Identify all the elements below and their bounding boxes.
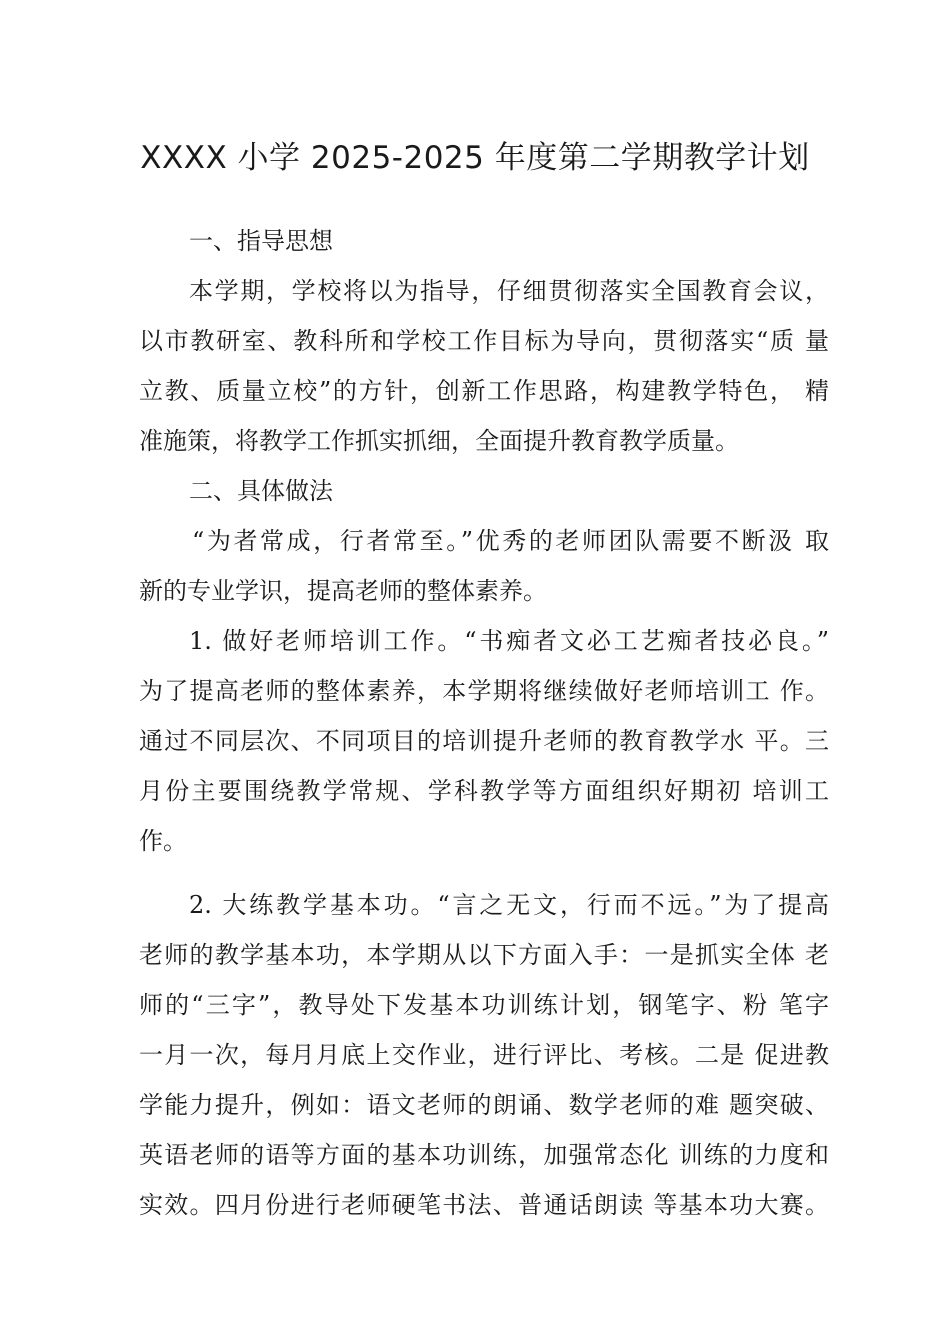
paragraph-line: 通过不同层次、不同项目的培训提升老师的教育教学水 平。三 [139,727,829,755]
paragraph-line: 为了提高老师的整体素养，本学期将继续做好老师培训工 作。 [139,677,829,705]
paragraph-line: 新的专业学识，提高老师的整体素养。 [139,577,547,605]
paragraph-line: 准施策，将教学工作抓实抓细，全面提升教育教学质量。 [139,427,739,455]
paragraph-line: 一月一次，每月月底上交作业，进行评比、考核。二是 促进教 [139,1041,829,1069]
paragraph-line: 1. 做好老师培训工作。“书痴者文必工艺痴者技必良。” [189,627,829,655]
paragraph-line: 立教、质量立校”的方针，创新工作思路，构建教学特色， 精 [139,377,829,405]
paragraph-line: 作。 [139,827,187,855]
paragraph-line: 学能力提升，例如：语文老师的朗诵、数学老师的难 题突破、 [139,1091,829,1119]
paragraph-line: 以市教研室、教科所和学校工作目标为导向，贯彻落实“质 量 [139,327,829,355]
heading-specific-measures: 二、具体做法 [189,477,333,505]
paragraph-line: 实效。四月份进行老师硬笔书法、普通话朗读 等基本功大赛。 [139,1191,829,1219]
document-body [139,216,829,1230]
paragraph-gap [139,866,829,880]
paragraph-line: 英语老师的语等方面的基本功训练，加强常态化 训练的力度和 [139,1141,829,1169]
paragraph-line: 老师的教学基本功，本学期从以下方面入手：一是抓实全体 老 [139,941,829,969]
paragraph-line: 本学期，学校将以为指导，仔细贯彻落实全国教育会议， [189,277,829,305]
paragraph-line: 师的“三字”，教导处下发基本功训练计划，钢笔字、粉 笔字 [139,991,829,1019]
heading-guiding-thought: 一、指导思想 [189,227,333,255]
paragraph-line: “为者常成，行者常至。”优秀的老师团队需要不断汲 取 [192,527,829,555]
document-title: XXXX 小学 2025-2025 年度第二学期教学计划 [140,140,810,176]
paragraph-line: 月份主要围绕教学常规、学科教学等方面组织好期初 培训工 [139,777,829,805]
paragraph-line: 2. 大练教学基本功。“言之无文，行而不远。”为了提高 [189,891,829,919]
